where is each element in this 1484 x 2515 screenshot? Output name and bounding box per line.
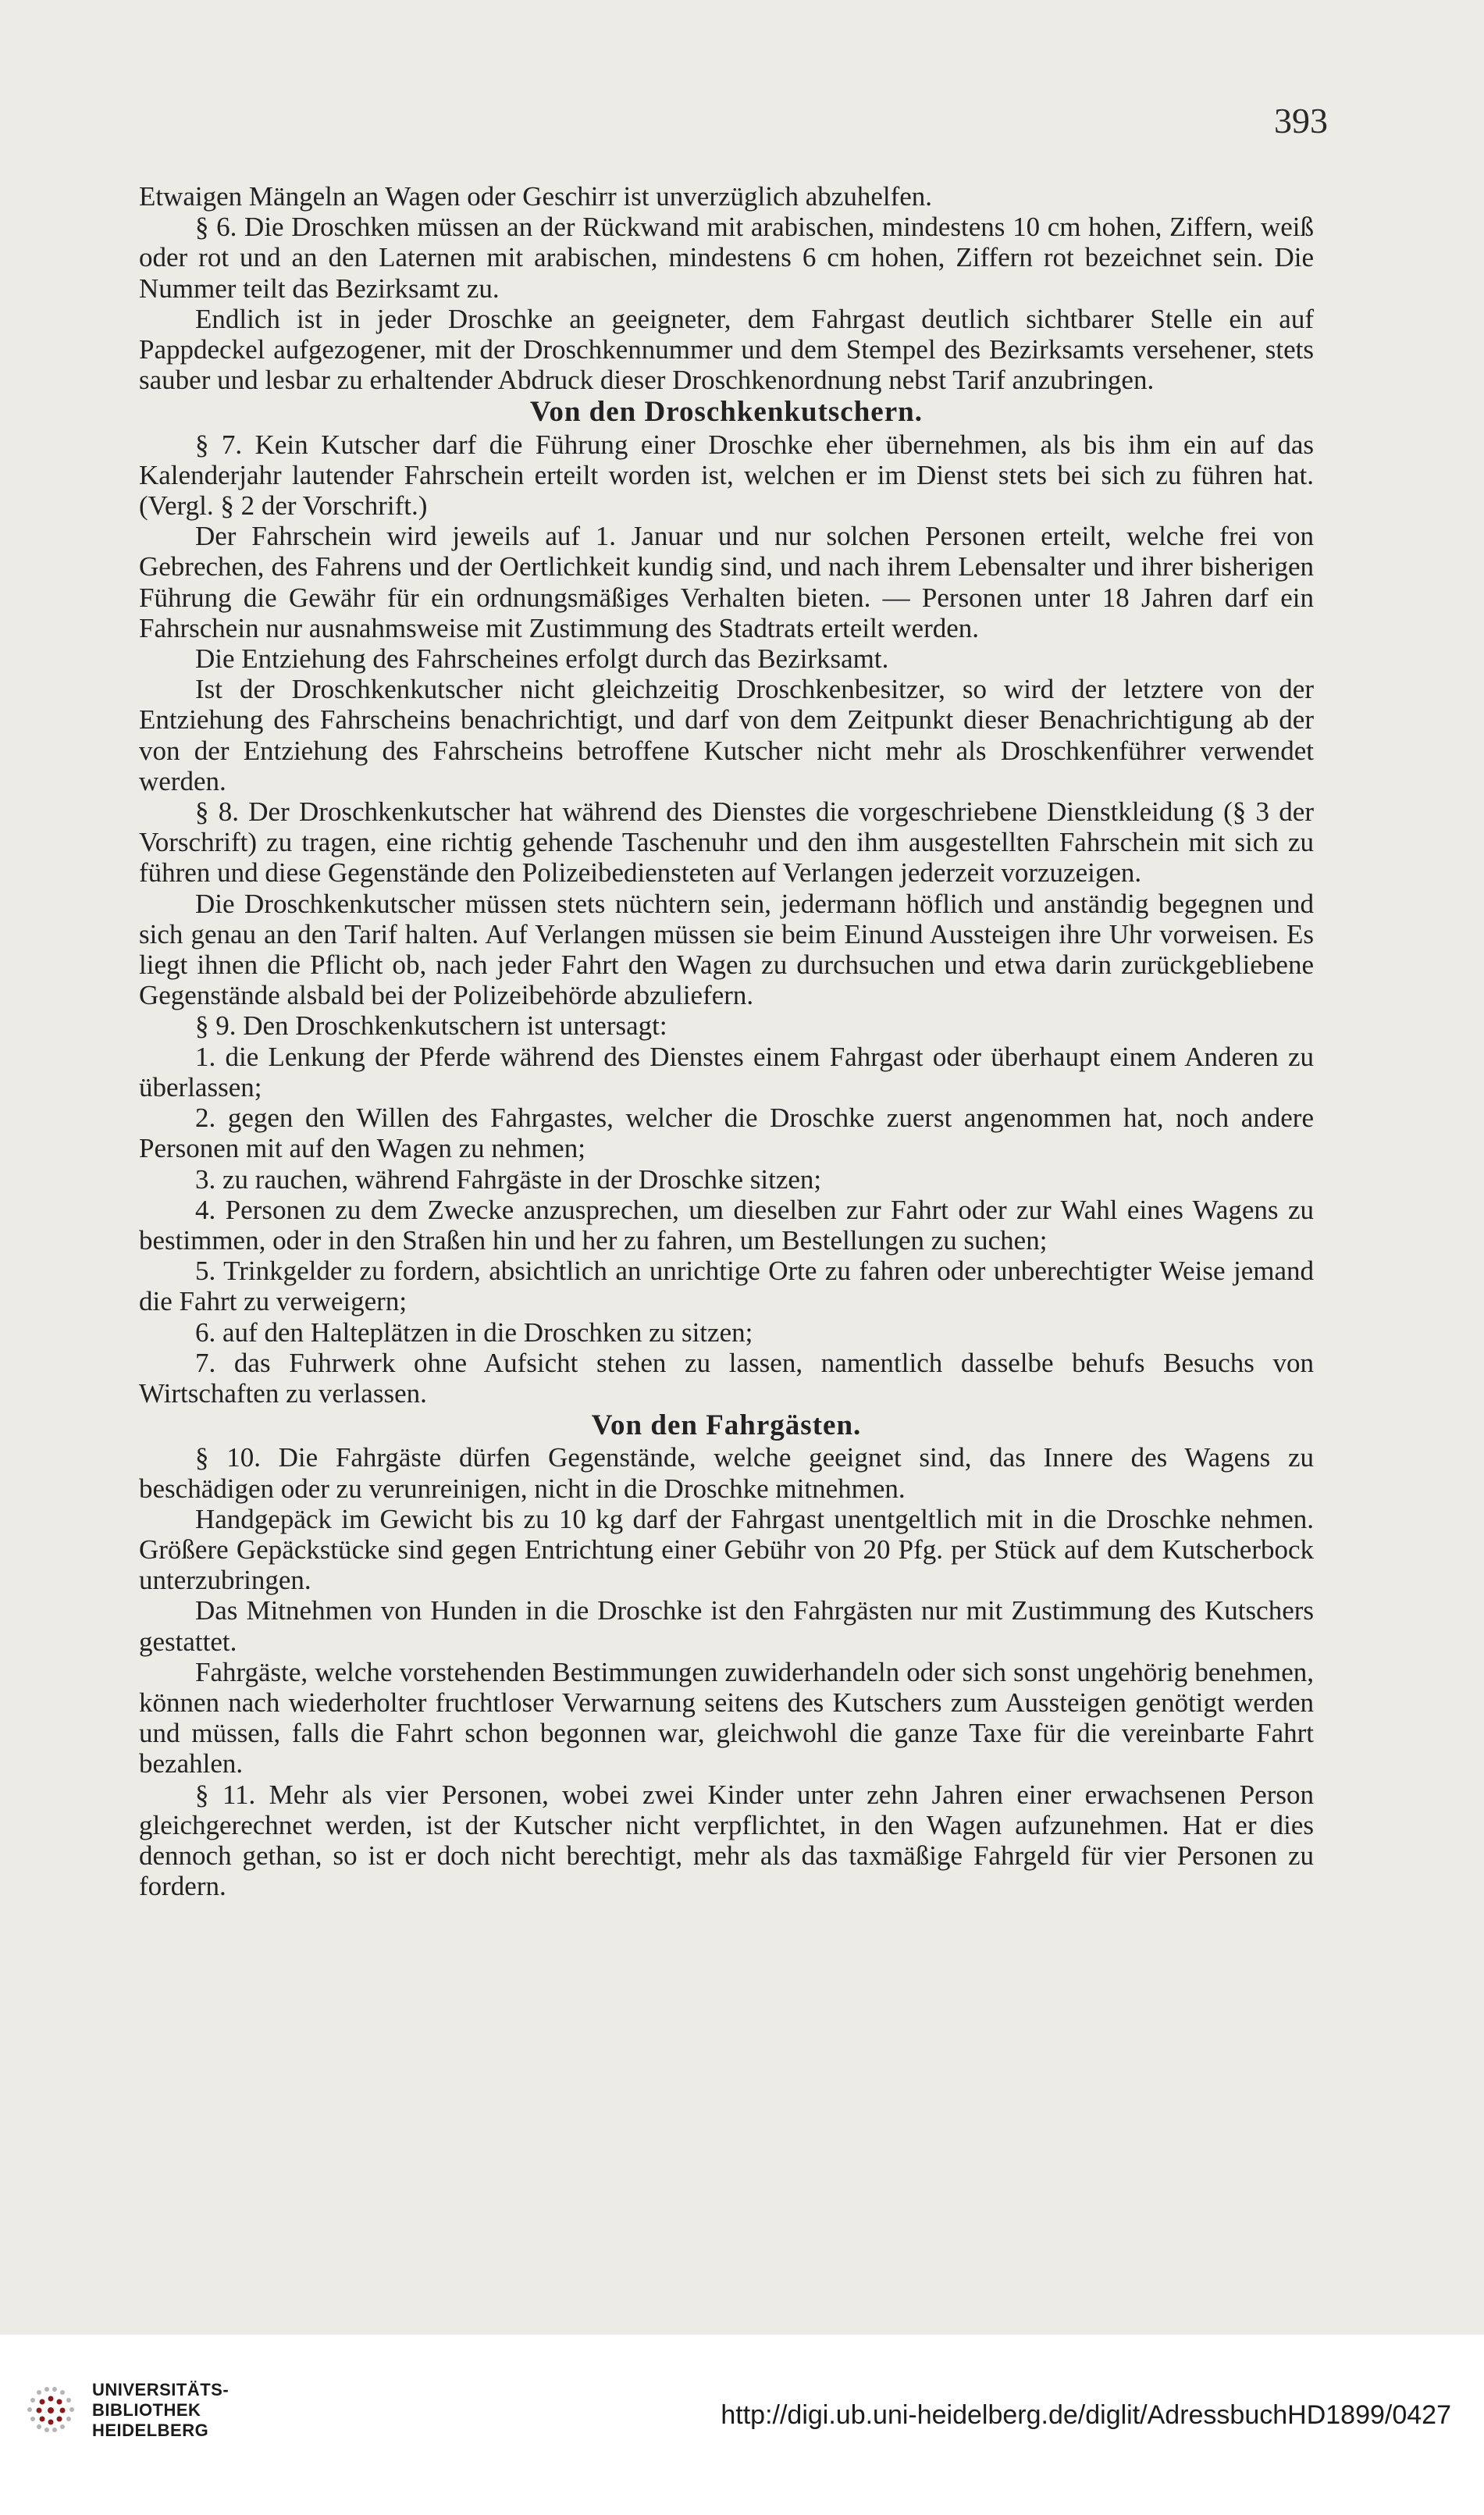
paragraph: 1. die Lenkung der Pferde während des Dienstes einem Fahrgast oder überhaupt einem Anderen zu überlassen; [139, 1041, 1314, 1103]
paragraph: Etwaigen Mängeln an Wagen oder Geschirr ist unverzüglich abzuhelfen. [139, 181, 933, 212]
footer [0, 2335, 1484, 2515]
paragraph: Endlich ist in jeder Droschke an geeigneter, dem Fahrgast deutlich sichtbarer Stelle ein auf Pappdeckel aufgezogener, mit der Droschkennummer und dem Stempel des Bezirksamts versehener, stets sauber und lesbar zu erhaltender Abdruck dieser Droschkenordnung nebst Tarif anzubringen. [139, 303, 1314, 396]
logo-text [92, 2380, 229, 2441]
library-logo-icon [22, 2381, 80, 2439]
body-text [139, 181, 1314, 1901]
paragraph: § 10. Die Fahrgäste dürfen Gegenstände, welche geeignet sind, das Innere des Wagens zu beschädigen oder zu verunreinigen, nicht in die Droschke mitnehmen. [139, 1442, 1314, 1504]
paragraph: § 11. Mehr als vier Personen, wobei zwei Kinder unter zehn Jahren einer erwachsenen Person gleichgerechnet werden, ist der Kutscher nicht verpflichtet, in den Wagen aufzunehmen. Hat er dies dennoch gethan, so ist er doch nicht berechtigt, mehr als das taxmäßige Fahrgeld für vier Personen zu fordern. [139, 1779, 1314, 1902]
paragraph: 6. auf den Halteplätzen in die Droschken zu sitzen; [195, 1316, 753, 1348]
logo-line-1: UNIVERSITÄTS- [92, 2380, 230, 2399]
logo-line-2: BIBLIOTHEK [92, 2400, 201, 2420]
paragraph: 5. Trinkgelder zu fordern, absichtlich an unrichtige Orte zu fahren oder unberechtigter Weise jemand die Fahrt zu verweigern; [139, 1256, 1314, 1317]
paragraph: Die Entziehung des Fahrscheines erfolgt durch das Bezirksamt. [195, 643, 889, 675]
logo-line-3: HEIDELBERG [92, 2421, 209, 2440]
section-heading: Von den Fahrgästen. [591, 1409, 862, 1442]
paragraph: Der Fahrschein wird jeweils auf 1. Januar und nur solchen Personen erteilt, welche frei von Gebrechen, des Fahrens und der Oertlichkeit kundig sind, und nach ihrem Lebensalter und ihrer bisherigen Führung die Gewähr für ein ordnungsmäßiges Verhalten bieten. — Personen unter 18 Jahren darf ein Fahrschein nur ausnahmsweise mit Zustimmung des Stadtrats erteilt werden. [139, 521, 1314, 643]
paragraph: Ist der Droschkenkutscher nicht gleichzeitig Droschkenbesitzer, so wird der letztere von der Entziehung des Fahrscheins benachrichtigt, und darf von dem Zeitpunkt dieser Benachrichtigung ab der von der Entziehung des Fahrscheins betroffene Kutscher nicht mehr als Droschkenführer verwendet werden. [139, 674, 1314, 796]
paragraph: § 9. Den Droschkenkutschern ist untersagt: [195, 1010, 667, 1042]
paragraph: 3. zu rauchen, während Fahrgäste in der Droschke sitzen; [195, 1163, 822, 1195]
library-logo[interactable] [22, 2380, 229, 2441]
paragraph: § 6. Die Droschken müssen an der Rückwand mit arabischen, mindestens 10 cm hohen, Ziffern, weiß oder rot und an den Laternen mit arabischen, mindestens 6 cm hohen, Ziffern rot bezeichnet sein. Die Nummer teilt das Bezirksamt zu. [139, 212, 1314, 304]
paragraph: 2. gegen den Willen des Fahrgastes, welcher die Droschke zuerst angenommen hat, noch andere Personen mit auf den Wagen zu nehmen; [139, 1103, 1314, 1164]
paragraph: 7. das Fuhrwerk ohne Aufsicht stehen zu lassen, namentlich dasselbe behufs Besuchs von Wirtschaften zu verlassen. [139, 1347, 1314, 1409]
paragraph: Die Droschkenkutscher müssen stets nüchtern sein, jedermann höflich und anständig begegnen und sich genau an den Tarif halten. Auf Verlangen müssen sie beim Einund Aussteigen ihre Uhr vorweisen. Es liegt ihnen die Pflicht ob, nach jeder Fahrt den Wagen zu durchsuchen und etwa darin zurückgebliebene Gegenstände alsbald bei der Polizeibehörde abzuliefern. [139, 888, 1314, 1011]
paragraph: Fahrgäste, welche vorstehenden Bestimmungen zuwiderhandeln oder sich sonst ungehörig benehmen, können nach wiederholter fruchtloser Verwarnung seitens des Kutschers zum Aussteigen genötigt werden und müssen, falls die Fahrt schon begonnen war, gleichwohl die ganze Taxe für die vereinbarte Fahrt bezahlen. [139, 1656, 1314, 1779]
paragraph: Handgepäck im Gewicht bis zu 10 kg darf der Fahrgast unentgeltlich mit in die Droschke nehmen. Größere Gepäckstücke sind gegen Entrichtung einer Gebühr von 20 Pfg. per Stück auf dem Kutscherbock unterzubringen. [139, 1503, 1314, 1596]
paragraph: § 8. Der Droschkenkutscher hat während des Dienstes die vorgeschriebene Dienstkleidung (§ 3 der Vorschrift) zu tragen, eine richtig gehende Taschenuhr und den ihm ausgestellten Fahrschein mit sich zu führen und diese Gegenstände den Polizeibediensteten auf Verlangen jederzeit vorzuzeigen. [139, 796, 1314, 889]
page-number: 393 [1274, 101, 1328, 141]
source-url-link[interactable]: http://digi.ub.uni-heidelberg.de/diglit/AdressbuchHD1899/0427 [721, 2400, 1451, 2430]
paragraph: § 7. Kein Kutscher darf die Führung einer Droschke eher übernehmen, als bis ihm ein auf das Kalenderjahr lautender Fahrschein erteilt worden ist, welchen er im Dienst stets bei sich zu führen hat. (Vergl. § 2 der Vorschrift.) [139, 429, 1314, 522]
section-heading: Von den Droschkenkutschern. [530, 396, 923, 429]
paragraph: 4. Personen zu dem Zwecke anzusprechen, um dieselben zur Fahrt oder zur Wahl eines Wagens zu bestimmen, oder in den Straßen hin und her zu fahren, um Bestellungen zu suchen; [139, 1194, 1314, 1256]
paragraph: Das Mitnehmen von Hunden in die Droschke ist den Fahrgästen nur mit Zustimmung des Kutschers gestattet. [139, 1595, 1314, 1657]
